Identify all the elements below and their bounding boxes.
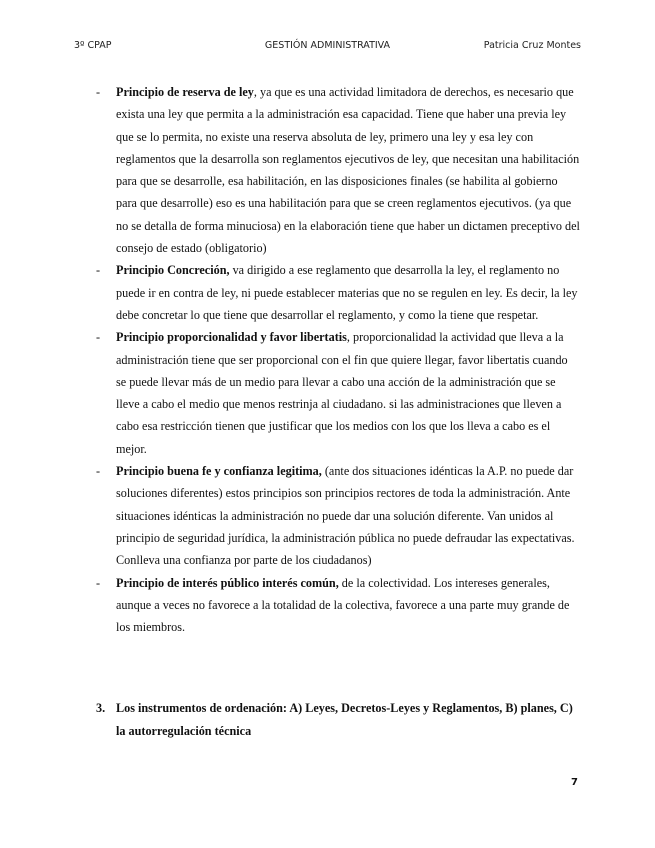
principles-list (96, 81, 580, 638)
bullet-reserva-ley (96, 81, 580, 259)
section-title: Los instrumentos de ordenación: A) Leyes, Decretos-Leyes y Reglamentos, B) planes, C) la autorregulación técnica (116, 701, 573, 738)
header-course: 3º CPAP (74, 40, 112, 51)
bullet-title: Principio de reserva de ley (116, 85, 254, 99)
bullet-text: , ya que es una actividad limitadora de derechos, es necesario que exista una ley que permita a la administración esa capacidad. Tiene que haber una previa ley que se lo permita, no existe una reserva absoluta de ley, primero una ley y esa ley con reglamentos que la desarrolla son reglamentos ejecutivos de ley, que necesitan una habilitación para que se desarrolle, esa habilitación, en las disposiciones finales (se habilita al gobierno para que desarrolle) eso es una habilitación para que se creen reglamentos ejecutivos. (ya que no se detalla de forma minuciosa) en la elaboración tiene que haber un dictamen preceptivo del consejo de estado (obligatorio) (116, 85, 580, 256)
bullet-title: Principio de interés público interés común, (116, 575, 339, 590)
bullet-title: Principio proporcionalidad y favor libertatis (116, 330, 347, 345)
bullet-title: Principio Concreción, (116, 263, 230, 278)
bullet-text: (ante dos situaciones idénticas la A.P. no puede dar soluciones diferentes) estos principios son principios rectores de toda la administración. Ante situaciones idénticas la administración no puede dar una solución diferente. Van unidos al principio de seguridad jurídica, la administración pública no puede defraudar las expectativas. Conlleva una confianza por parte de los ciudadanos) (116, 464, 575, 568)
bullet-text: de la colectividad. Los intereses generales, aunque a veces no favorece a la totalidad de la colectiva, favorece a una parte muy grande de los miembros. (116, 575, 570, 635)
header-subject: GESTIÓN ADMINISTRATIVA (264, 40, 391, 51)
header-author: Patricia Cruz Montes (483, 40, 581, 51)
bullet-buena-fe (96, 460, 580, 571)
bullet-proporcionalidad (96, 326, 580, 460)
bullet-concrecion (96, 259, 580, 326)
bullet-marker: - (96, 330, 101, 345)
section-heading (96, 697, 576, 743)
bullet-interes-publico (96, 572, 580, 639)
section-number: 3. (96, 701, 106, 715)
page-header (74, 40, 581, 54)
bullet-marker: - (96, 575, 101, 590)
bullet-text: , proporcionalidad la actividad que lleva a la administración tiene que ser proporcional con el fin que quiere llegar, favor libertatis cuando se puede llevar más de un medio para llevar a cabo una acción de la administración que se lleve a cabo el medio que menos restrinja al ciudadano. si las administraciones que lleven a cabo esa restricción tienen que justificar que los medios con los que los lleva a cabo es el mejor. (116, 330, 568, 456)
bullet-text: va dirigido a ese reglamento que desarrolla la ley, el reglamento no puede ir en contra de ley, ni puede establecer materias que no se regulen en ley. Es decir, la ley debe concretar lo que tiene que desarrollar el reglamento, y como la tiene que respetar. (116, 263, 578, 322)
bullet-marker: - (96, 85, 101, 99)
bullet-title: Principio buena fe y confianza legitima, (116, 464, 322, 479)
bullet-marker: - (96, 464, 101, 479)
bullet-marker: - (96, 263, 101, 278)
page-number: 7 (571, 777, 578, 788)
